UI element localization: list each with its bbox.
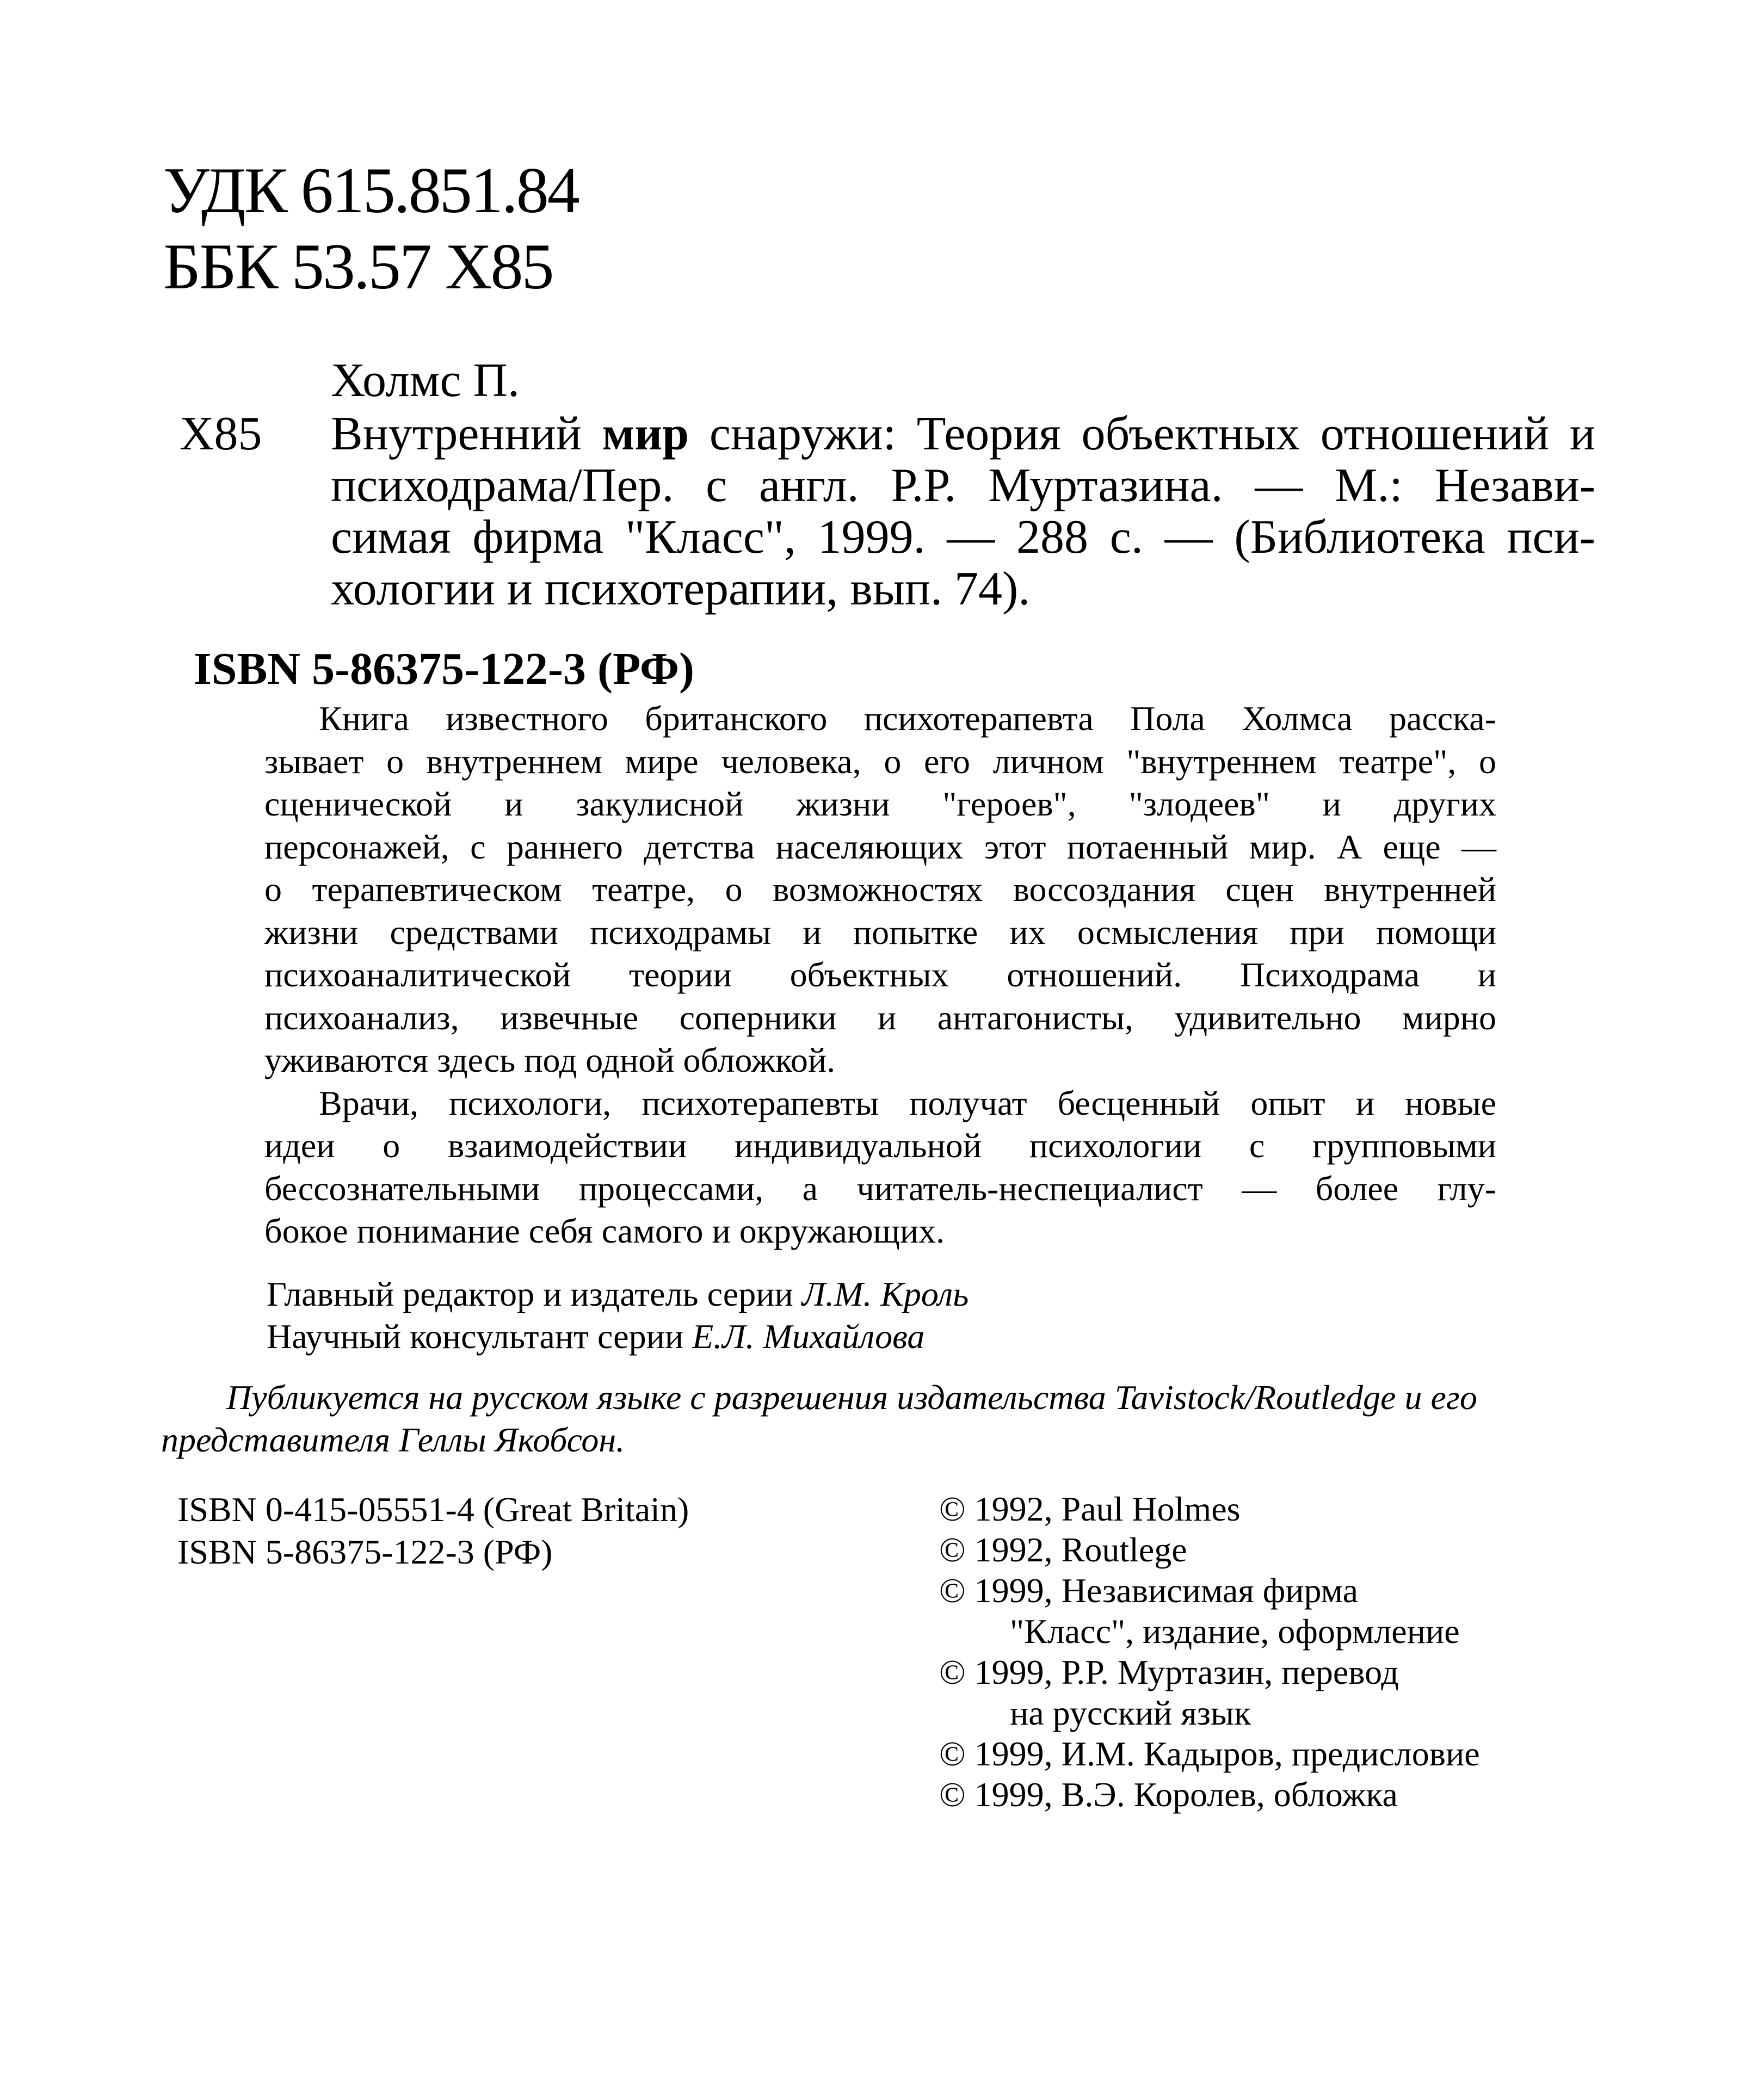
annotation-line: о терапевтическом театре, о возможностях воссоздания сцен внутренней [264,870,1496,909]
copyright-item: © 1999, Независимая фирма [939,1571,1358,1610]
consultant-name: Е.Л. Михайлова [692,1317,925,1356]
entry-line-3: симая фирма "Класс", 1999. — 288 с. — (Библиотека пси- [331,511,1595,564]
bbk-code: ББК 53.57 Х85 [163,230,553,302]
annotation-line: бокое понимание себя самого и окружающих. [264,1212,945,1250]
series-credits [267,1273,969,1358]
annotation [264,697,1496,1253]
annotation-line: Врачи, психологи, психотерапевты получат бесценный опыт и новые [319,1083,1496,1122]
annotation-line: уживаются здесь под одной обложкой. [264,1041,836,1079]
copyright-item: "Класс", издание, оформление [1010,1612,1460,1651]
title-part-1: Внутренний [331,407,582,460]
bibliographic-entry [180,408,1595,615]
isbn-list [177,1488,689,1573]
publication-note [161,1376,1595,1461]
title-bold-word: мир [602,407,689,460]
udk-code: УДК 615.851.84 [163,154,578,226]
isbn-item: ISBN 5-86375-122-3 (РФ) [177,1533,553,1571]
annotation-line: бессознательными процессами, а читатель-неспециалист — более глу- [264,1169,1496,1208]
entry-line-4: хологии и психотерапии, вып. 74). [331,563,1031,615]
copyright-item: © 1992, Paul Holmes [939,1490,1241,1528]
copyright-item: © 1992, Routlege [939,1530,1187,1569]
author-code: Х85 [180,407,262,460]
annotation-line: персонажей, с раннего детства населяющих этот потаенный мир. А еще — [264,827,1496,866]
annotation-line: Книга известного британского психотерапевта Пола Холмса расска- [319,699,1496,738]
annotation-line: психоаналитической теории объектных отношений. Психодрама и [264,955,1496,994]
editor-label: Главный редактор и издатель серии [267,1275,793,1313]
classification-codes [163,152,578,305]
publication-note-line: представителя Геллы Якобсон. [161,1420,625,1459]
annotation-line: идеи о взаимодействии индивидуальной психологии с групповыми [264,1126,1496,1165]
annotation-line: жизни средствами психодрамы и попытке их осмысления при помощи [264,912,1496,952]
editor-credit [267,1273,969,1315]
annotation-line: сценической и закулисной жизни "героев", "злодеев" и других [264,784,1496,823]
copyright-list [939,1488,1480,1815]
editor-name: Л.М. Кроль [801,1275,969,1313]
copyright-item: © 1999, И.М. Кадыров, предисловие [939,1734,1480,1773]
entry-line-1 [331,408,1595,460]
author-name: Холмс П. [331,354,520,407]
copyright-item: на русский язык [1010,1694,1251,1732]
copyright-item: © 1999, Р.Р. Муртазин, перевод [939,1653,1399,1691]
title-part-2: снаружи: Теория объектных отношений и [709,407,1596,460]
publication-note-line: Публикуется на русском языке с разрешения издательства Tavistock/Routledge и его [226,1378,1477,1417]
consultant-credit [267,1315,969,1358]
annotation-line: психоанализ, извечные соперники и антагонисты, удивительно мирно [264,998,1496,1037]
isbn-item: ISBN 0-415-05551-4 (Great Britain) [177,1490,689,1529]
copyright-item: © 1999, В.Э. Королев, обложка [939,1775,1398,1814]
entry-line-2: психодрама/Пер. с англ. Р.Р. Муртазина. — М.: Незави- [331,459,1595,512]
consultant-label: Научный консультант серии [267,1317,684,1356]
isbn-main: ISBN 5-86375-122-3 (РФ) [194,644,694,694]
annotation-line: зывает о внутреннем мире человека, о его личном "внутреннем театре", о [264,742,1496,781]
